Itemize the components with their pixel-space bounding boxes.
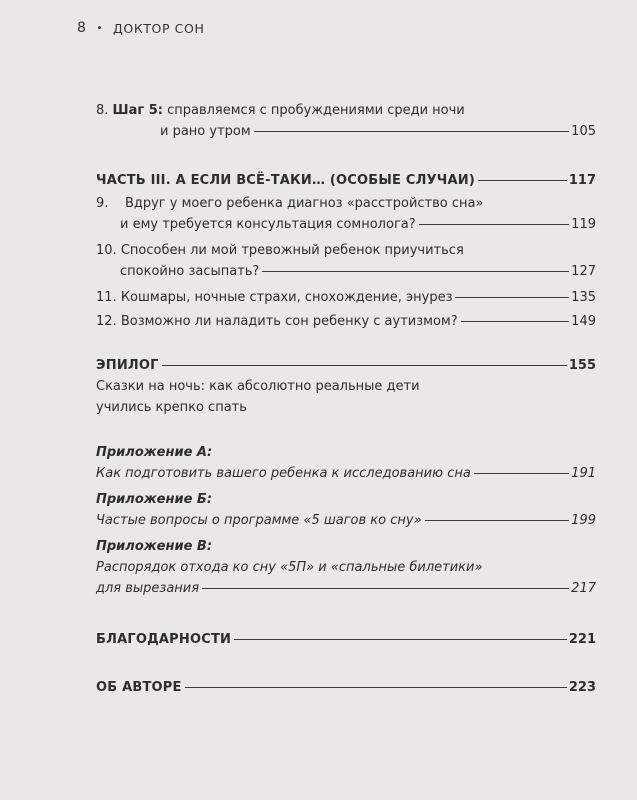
toc-appendix-v — [96, 536, 596, 599]
page-ref: 221 — [568, 632, 596, 647]
appendix-text: Распорядок отхода ко сну «5П» и «спальные билетики» — [96, 560, 483, 575]
page-ref: 117 — [568, 173, 596, 188]
entry-title: справляемся с пробуждениями среди ночи — [167, 103, 465, 118]
page-ref: 135 — [571, 290, 596, 305]
page-ref: 199 — [571, 513, 596, 528]
toc-entry-11 — [96, 287, 596, 308]
entry-number: 10. — [96, 243, 117, 258]
page-ref: 119 — [571, 217, 596, 232]
entry-number: 12. — [96, 314, 117, 329]
toc-appendix-a — [96, 442, 596, 484]
page-ref: 155 — [568, 358, 596, 373]
appendix-text: Как подготовить вашего ребенка к исследованию сна — [96, 466, 471, 481]
toc-acknowledgements — [96, 629, 596, 650]
running-header — [77, 20, 204, 36]
appendix-text: Частые вопросы о программе «5 шагов ко сну» — [96, 513, 422, 528]
dot-leader — [478, 180, 567, 181]
dot-leader — [455, 297, 569, 298]
epilogue-title: ЭПИЛОГ — [96, 358, 159, 373]
entry-title-cont: и ему требуется консультация сомнолога? — [120, 217, 416, 232]
toc-entry-10 — [96, 240, 596, 282]
entry-title-cont: спокойно засыпать? — [120, 264, 260, 279]
dot-leader — [425, 520, 570, 521]
part-title: ЧАСТЬ III. А ЕСЛИ ВСЁ-ТАКИ… (ОСОБЫЕ СЛУЧАИ) — [96, 173, 475, 188]
dot-leader — [202, 588, 569, 589]
page-ref: 223 — [568, 680, 596, 695]
toc-epilogue — [96, 355, 596, 418]
dot-leader — [461, 321, 570, 322]
toc-entry-12 — [96, 311, 596, 332]
dot-leader — [419, 224, 570, 225]
dot-leader — [262, 271, 569, 272]
entry-number: 11. — [96, 290, 117, 305]
entry-title: Возможно ли наладить сон ребенку с аутизмом? — [120, 314, 458, 329]
page-ref: 217 — [571, 581, 596, 596]
entry-title: Способен ли мой тревожный ребенок приучиться — [120, 243, 464, 258]
toc-entry-8 — [96, 100, 596, 142]
epilogue-subtitle-cont: учились крепко спать — [96, 400, 247, 415]
page-ref: 127 — [571, 264, 596, 279]
toc-appendix-b — [96, 489, 596, 531]
entry-title-cont: и рано утром — [160, 124, 251, 139]
dot-leader — [254, 131, 570, 132]
dot-leader — [474, 473, 569, 474]
entry-number: 8. — [96, 103, 109, 118]
toc-entry-9 — [96, 193, 596, 235]
appendix-title: Приложение А: — [96, 445, 213, 460]
page-ref: 149 — [571, 314, 596, 329]
dot-leader — [185, 687, 567, 688]
about-author-title: ОБ АВТОРЕ — [96, 680, 182, 695]
appendix-title: Приложение Б: — [96, 492, 213, 507]
appendix-text-cont: для вырезания — [96, 581, 200, 596]
toc-about-author — [96, 677, 596, 698]
dot-leader — [234, 639, 567, 640]
running-title: ДОКТОР СОН — [113, 20, 205, 36]
page-ref: 105 — [571, 124, 596, 139]
page-number: 8 — [77, 20, 87, 36]
step-label: Шаг 5: — [112, 103, 163, 118]
acknowledgements-title: БЛАГОДАРНОСТИ — [96, 632, 232, 647]
entry-title: Кошмары, ночные страхи, снохождение, энурез — [120, 290, 453, 305]
appendix-title: Приложение В: — [96, 539, 213, 554]
dot-leader — [162, 365, 567, 366]
epilogue-subtitle: Сказки на ночь: как абсолютно реальные дети — [96, 379, 420, 394]
entry-number: 9. — [96, 196, 109, 211]
page-ref: 191 — [571, 466, 596, 481]
toc-part-3 — [96, 170, 596, 191]
header-bullet: • — [96, 22, 104, 34]
entry-title: Вдруг у моего ребенка диагноз «расстройство сна» — [124, 196, 484, 211]
